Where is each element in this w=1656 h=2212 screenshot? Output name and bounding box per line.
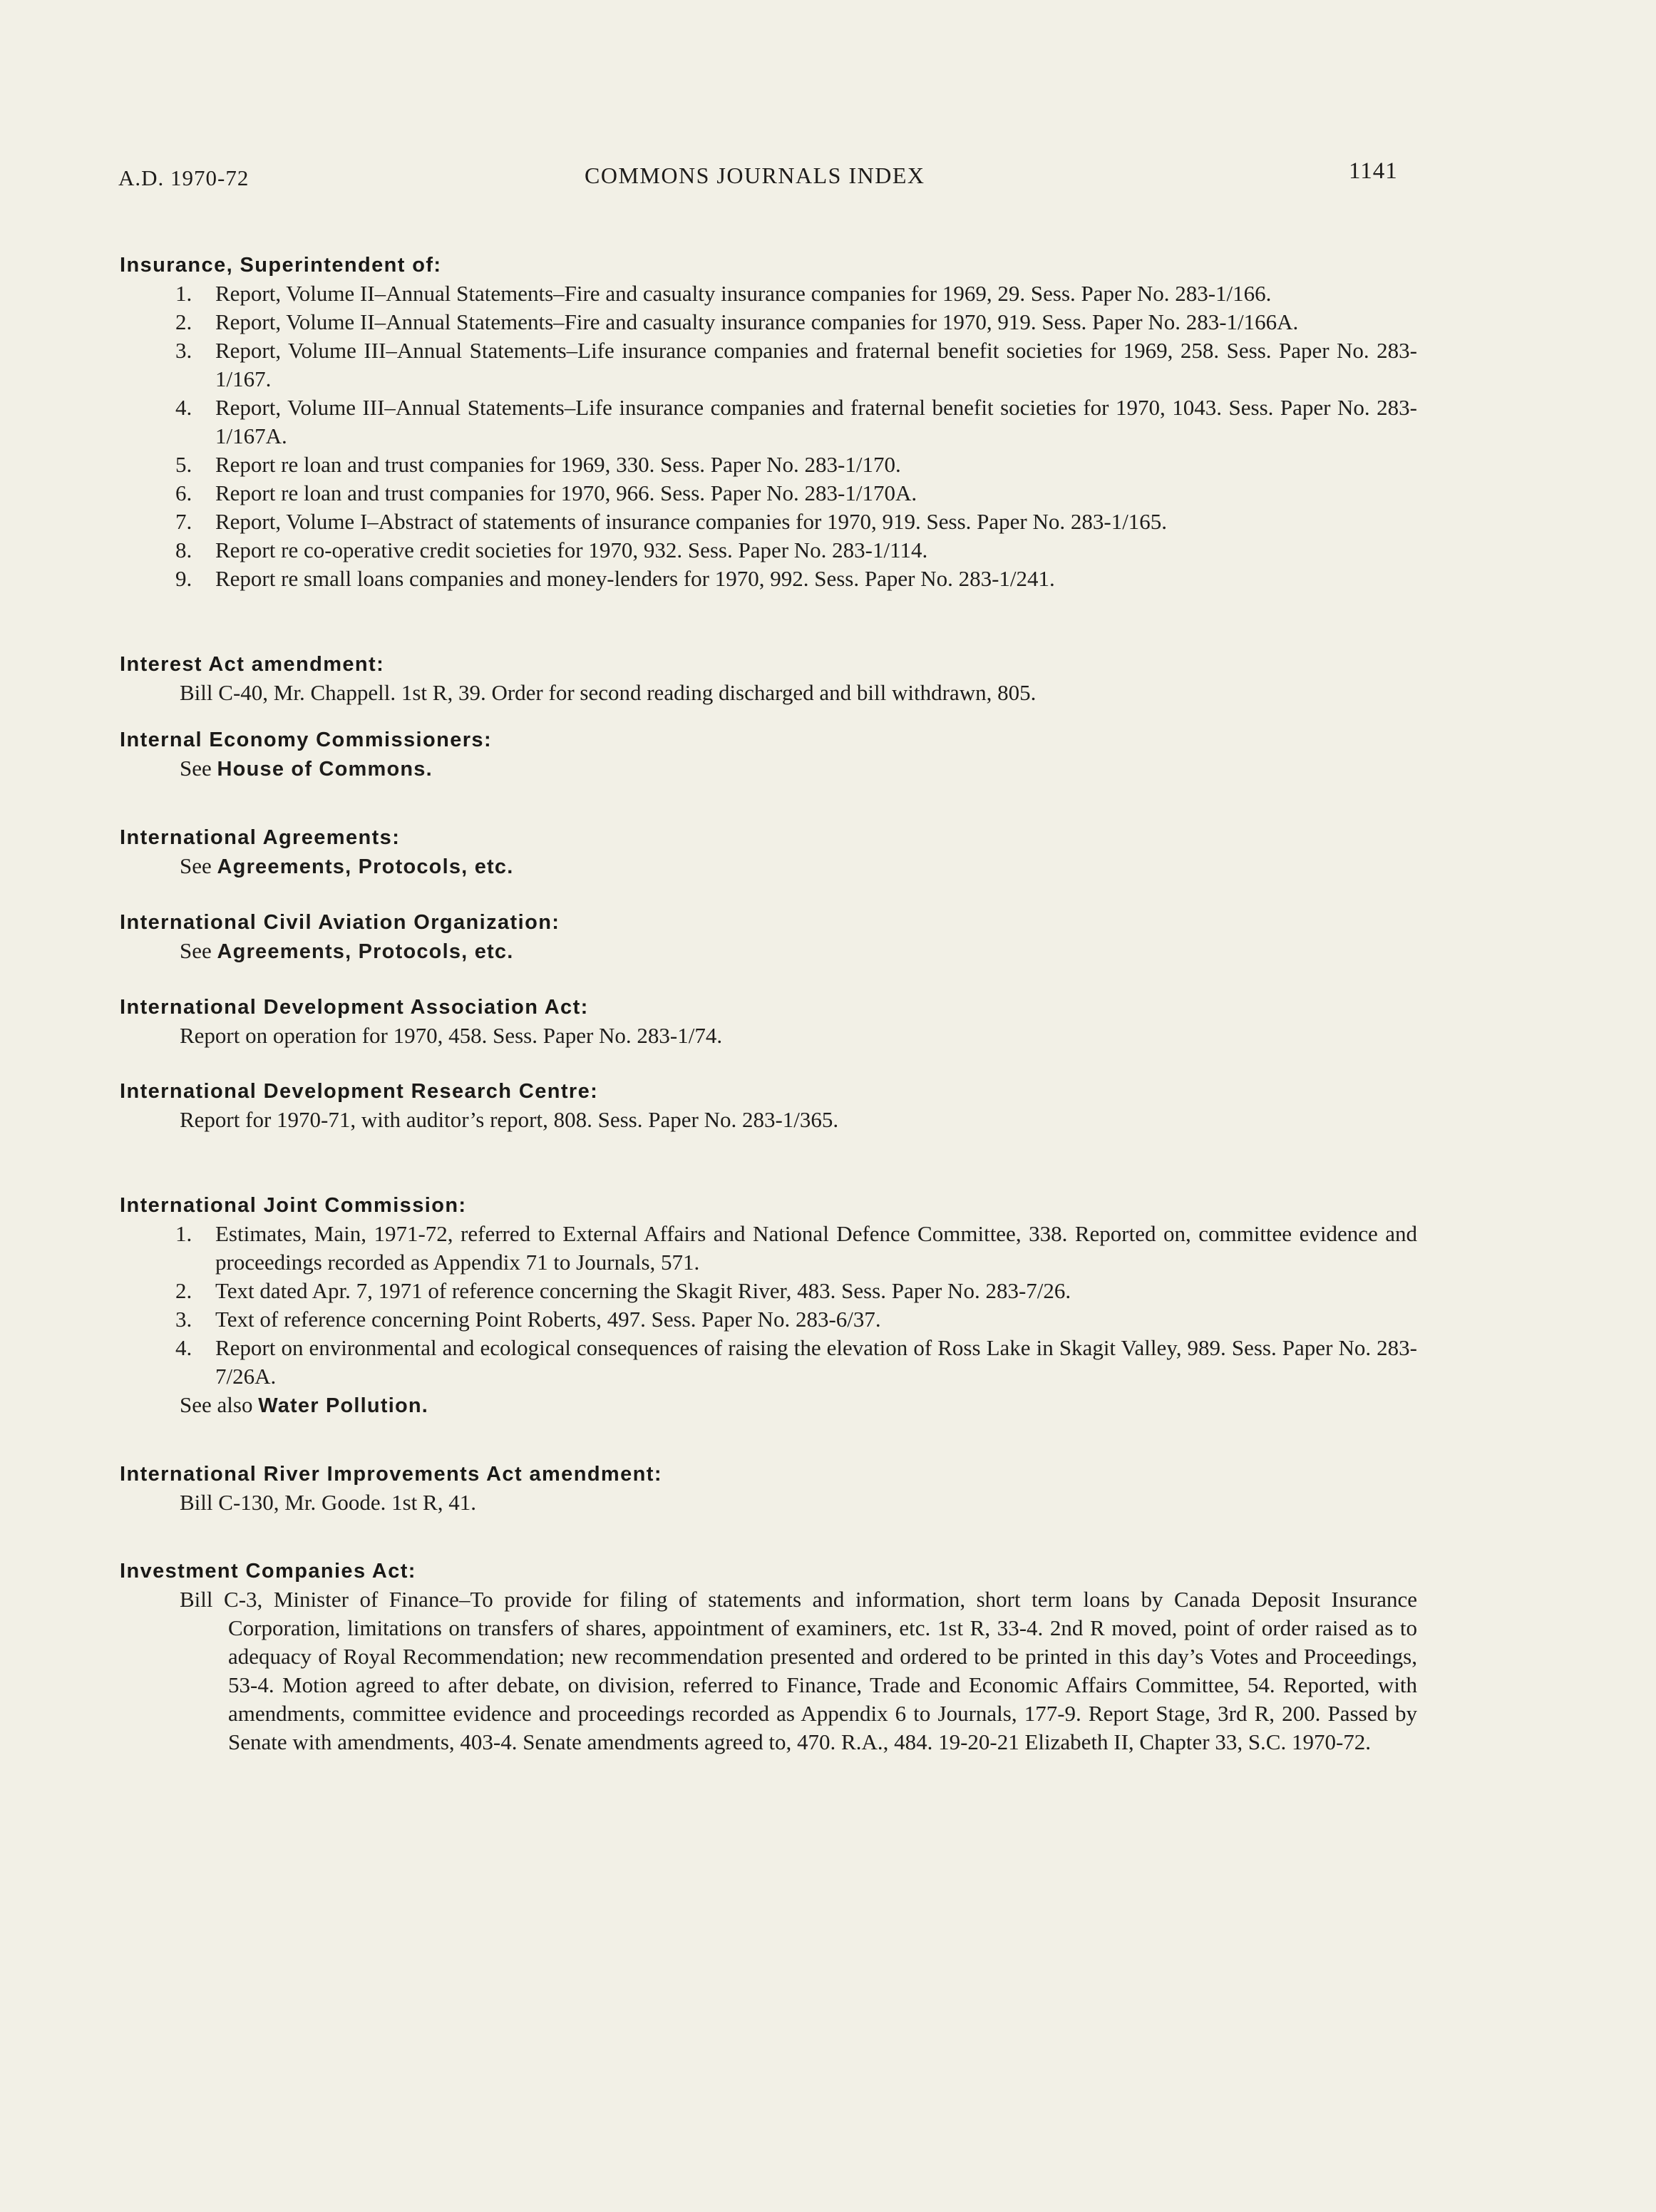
list-item xyxy=(120,451,1417,479)
entry-text: Report on operation for 1970, 458. Sess. Paper No. 283-1/74. xyxy=(180,1023,723,1048)
entry-ida xyxy=(120,993,1417,1050)
list-item xyxy=(120,565,1417,593)
entry-heading: Interest Act amendment: xyxy=(120,653,385,676)
item-number: 4. xyxy=(175,395,192,420)
entry-text: Bill C-40, Mr. Chappell. 1st R, 39. Order for second reading discharged and bill withdrawn, 805. xyxy=(180,680,1037,705)
item-number: 3. xyxy=(175,338,192,363)
cross-reference: House of Commons. xyxy=(217,758,433,781)
list-item xyxy=(120,508,1417,536)
see-label: See xyxy=(180,938,212,963)
entry-heading: Internal Economy Commissioners: xyxy=(120,729,493,751)
item-number: 2. xyxy=(175,1278,192,1303)
see-also-reference xyxy=(120,1391,1417,1420)
list-item xyxy=(120,1334,1417,1391)
header-title: COMMONS JOURNALS INDEX xyxy=(585,163,925,188)
see-reference xyxy=(120,852,1417,881)
item-text: Report, Volume II–Annual Statements–Fire and casualty insurance companies for 1969, 29. Sess. Paper No. 283-1/166. xyxy=(215,281,1272,306)
page-header xyxy=(0,158,1656,201)
item-text: Report on environmental and ecological consequences of raising the elevation of Ross Lake in Skagit Valley, 989. Sess. Paper No. 283-7/26A. xyxy=(215,1335,1417,1389)
see-also-label: See also xyxy=(180,1392,253,1417)
item-text: Estimates, Main, 1971-72, referred to External Affairs and National Defence Committee, 338. Reported on, committee evidence and proceedings recorded as Appendix 71 to Journals, 571. xyxy=(215,1221,1417,1275)
entry-heading: Insurance, Superintendent of: xyxy=(120,254,442,277)
entry-text: Bill C-3, Minister of Finance–To provide for filing of statements and information, short term loans by Canada Deposit Insurance Corporation, limitations on transfers of shares, appointment of examiners, etc. 1st R, 33-4. 2nd R moved, point of order raised as to adequacy of Royal Recommendation; new recommendation presented and ordered to be printed in this day’s Votes and Proceedings, 53-4. Motion agreed to after debate, on division, referred to Finance, Trade and Economic Affairs Committee, 54. Reported, with amendments, committee evidence and proceedings recorded as Appendix 6 to Journals, 177-9. Report Stage, 3rd R, 200. Passed by Senate with amendments, 403-4. Senate amendments agreed to, 470. R.A., 484. 19-20-21 Elizabeth II, Chapter 33, S.C. 1970-72. xyxy=(180,1587,1417,1754)
entry-text: Report for 1970-71, with auditor’s report, 808. Sess. Paper No. 283-1/365. xyxy=(180,1107,839,1132)
cross-reference: Agreements, Protocols, etc. xyxy=(217,855,514,878)
header-date-range: A.D. 1970-72 xyxy=(118,165,250,190)
entry-item-list xyxy=(120,1220,1417,1391)
item-text: Report re loan and trust companies for 1970, 966. Sess. Paper No. 283-1/170A. xyxy=(215,480,917,505)
entry-heading: International Development Research Centre: xyxy=(120,1080,599,1103)
entry-text: Bill C-130, Mr. Goode. 1st R, 41. xyxy=(180,1490,476,1515)
list-item xyxy=(120,1277,1417,1305)
entry-investment-companies xyxy=(120,1557,1417,1756)
item-text: Text of reference concerning Point Roberts, 497. Sess. Paper No. 283-6/37. xyxy=(215,1307,881,1332)
entry-river-improvements xyxy=(120,1460,1417,1517)
see-reference xyxy=(120,754,1417,783)
item-number: 6. xyxy=(175,480,192,505)
item-number: 7. xyxy=(175,509,192,534)
item-number: 3. xyxy=(175,1307,192,1332)
entry-item-list xyxy=(120,279,1417,593)
entry-heading: International River Improvements Act amendment: xyxy=(120,1463,662,1486)
see-reference xyxy=(120,937,1417,966)
see-label: See xyxy=(180,853,212,878)
item-text: Report, Volume III–Annual Statements–Life insurance companies and fraternal benefit societies for 1969, 258. Sess. Paper No. 283-1/167. xyxy=(215,338,1417,391)
item-text: Report, Volume III–Annual Statements–Life insurance companies and fraternal benefit societies for 1970, 1043. Sess. Paper No. 283-1/167A. xyxy=(215,395,1417,448)
cross-reference: Water Pollution. xyxy=(258,1394,429,1417)
item-text: Report re loan and trust companies for 1969, 330. Sess. Paper No. 283-1/170. xyxy=(215,452,901,477)
entry-international-agreements xyxy=(120,823,1417,881)
item-number: 5. xyxy=(175,452,192,477)
list-item xyxy=(120,1305,1417,1334)
list-item xyxy=(120,479,1417,508)
entry-heading: Investment Companies Act: xyxy=(120,1560,416,1583)
index-content xyxy=(120,251,1417,1756)
item-text: Report re small loans companies and money-lenders for 1970, 992. Sess. Paper No. 283-1/241. xyxy=(215,566,1055,591)
list-item xyxy=(120,393,1417,451)
entry-insurance xyxy=(120,251,1417,593)
entry-ijc xyxy=(120,1191,1417,1420)
entry-heading: International Agreements: xyxy=(120,826,401,849)
list-item xyxy=(120,536,1417,565)
item-number: 4. xyxy=(175,1335,192,1360)
entry-heading: International Joint Commission: xyxy=(120,1194,467,1217)
list-item xyxy=(120,1220,1417,1277)
list-item xyxy=(120,308,1417,336)
item-number: 1. xyxy=(175,281,192,306)
entry-heading: International Civil Aviation Organization: xyxy=(120,911,560,934)
item-number: 2. xyxy=(175,309,192,334)
list-item xyxy=(120,336,1417,393)
item-text: Report re co-operative credit societies for 1970, 932. Sess. Paper No. 283-1/114. xyxy=(215,537,928,562)
entry-heading: International Development Association Act: xyxy=(120,996,589,1019)
item-number: 9. xyxy=(175,566,192,591)
see-label: See xyxy=(180,756,212,781)
entry-internal-economy xyxy=(120,726,1417,783)
item-number: 1. xyxy=(175,1221,192,1246)
page-number: 1141 xyxy=(1349,158,1398,184)
item-text: Text dated Apr. 7, 1971 of reference concerning the Skagit River, 483. Sess. Paper No. 283-7/26. xyxy=(215,1278,1071,1303)
item-text: Report, Volume II–Annual Statements–Fire and casualty insurance companies for 1970, 919. Sess. Paper No. 283-1/166A. xyxy=(215,309,1299,334)
item-text: Report, Volume I–Abstract of statements of insurance companies for 1970, 919. Sess. Paper No. 283-1/165. xyxy=(215,509,1168,534)
cross-reference: Agreements, Protocols, etc. xyxy=(217,940,514,963)
list-item xyxy=(120,279,1417,308)
item-number: 8. xyxy=(175,537,192,562)
entry-icao xyxy=(120,908,1417,966)
entry-idrc xyxy=(120,1077,1417,1134)
entry-interest-act xyxy=(120,650,1417,707)
